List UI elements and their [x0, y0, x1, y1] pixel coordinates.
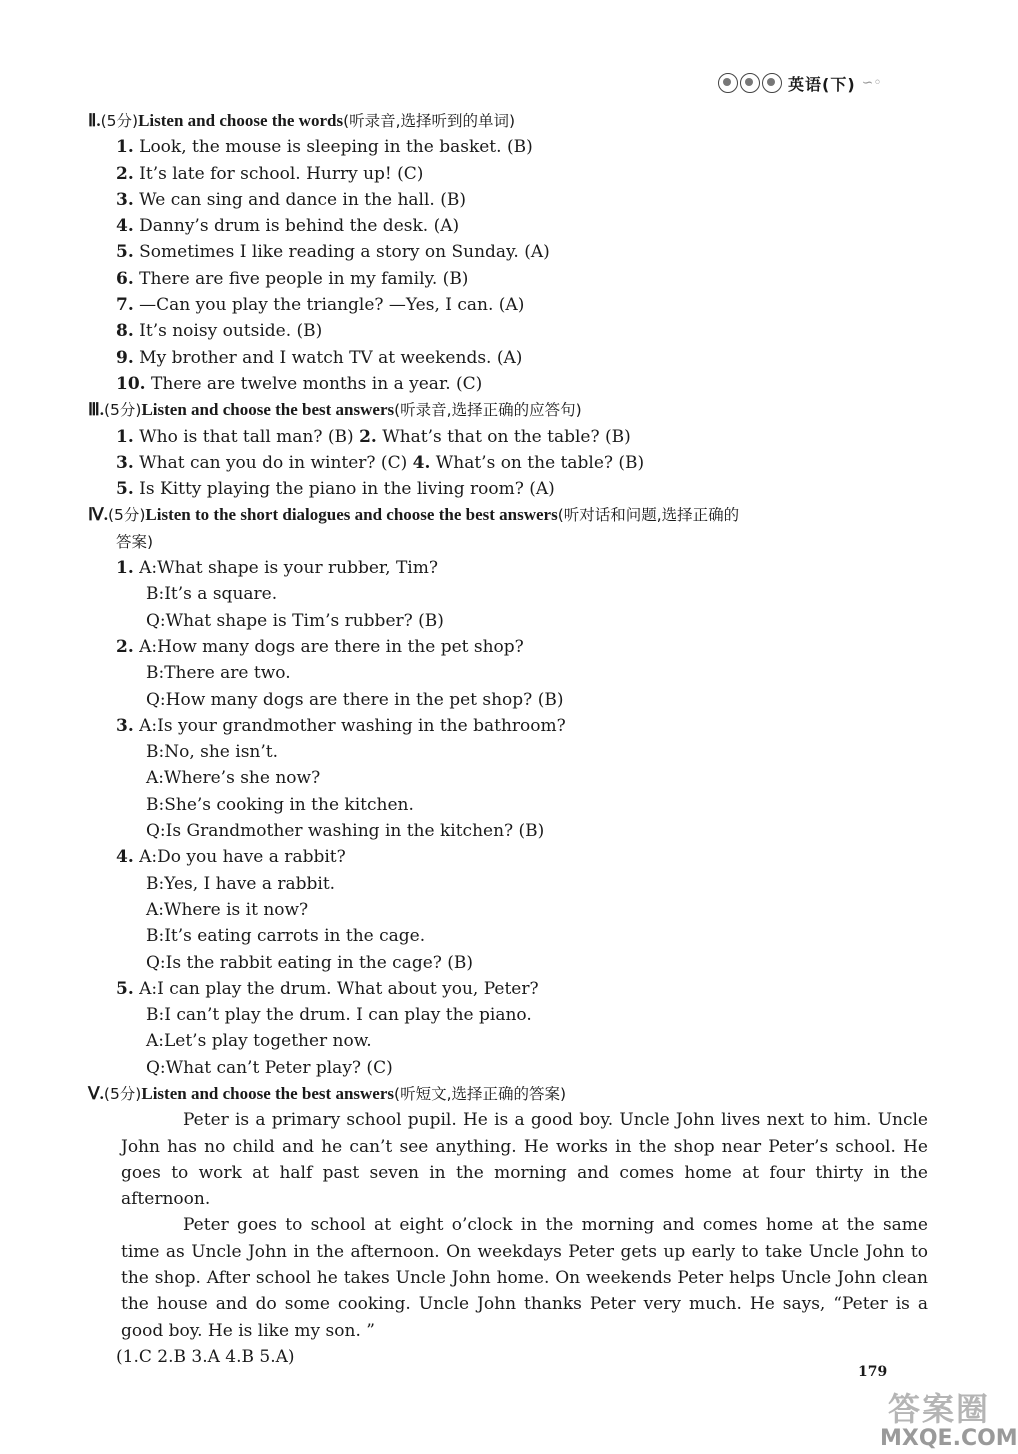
dialogue-line [88, 555, 928, 581]
item-number: 6. [116, 268, 134, 289]
item-number: 1. [116, 426, 134, 447]
dialogue-line: Q:How many dogs are there in the pet shop? (B) [146, 689, 564, 710]
dialogue-line: B:No, she isn’t. [146, 742, 279, 763]
list-item [88, 266, 928, 292]
list-item [88, 318, 928, 344]
item-text: —Can you play the triangle? —Yes, I can. (A) [139, 295, 525, 316]
dialogue-line: A:Where’s she now? [146, 768, 321, 789]
item-number: 3. [116, 189, 134, 210]
item-text: There are twelve months in a year. (C) [150, 373, 483, 394]
dialogue-line: Q:Is Grandmother washing in the kitchen? (B) [146, 821, 545, 842]
item-text: There are five people in my family. (B) [139, 268, 469, 289]
watermark-logo [878, 1378, 1018, 1454]
list-item [88, 213, 928, 239]
section-2-heading: Ⅱ.(5分)Listen and choose the words(听录音,选择听到的单词) [88, 111, 516, 130]
item-text: Danny’s drum is behind the desk. (A) [139, 216, 460, 237]
item-number: 1. [116, 558, 134, 579]
passage-paragraph-2: Peter goes to school at eight o’clock in the morning and comes home at the same time as Uncle John in the afternoon. On weekdays Peter gets up early to take Uncle John to the shop. After school he takes Uncle John home. On weekends Peter helps Uncle John clean the house and do some cooking. Uncle John thanks Peter very much. He says, “Peter is a good boy. He is like my son. ” [121, 1215, 928, 1341]
section-3-list [88, 424, 928, 503]
list-item [88, 476, 928, 502]
dialogue-line: B:There are two. [146, 663, 291, 684]
list-item [88, 450, 928, 476]
item-number: 9. [116, 347, 134, 368]
dialogue-text: A:How many dogs are there in the pet shop? [139, 636, 524, 657]
list-item [88, 371, 928, 397]
dialogue-line: B:Yes, I have a rabbit. [146, 873, 336, 894]
watermark-top-text: 答案圈 [888, 1390, 991, 1428]
item-number: 5. [116, 479, 134, 500]
watermark-bottom-text: MXQE.COM [880, 1426, 1018, 1451]
passage-paragraph-1: Peter is a primary school pupil. He is a good boy. Uncle John lives next to him. Uncle John has no child and he can’t see anything. He works in the shop near Peter’s school. He goes to work at half past seven in the morning and comes home at four thirty in the afternoon. [121, 1110, 928, 1210]
list-item [88, 292, 928, 318]
list-item [88, 187, 928, 213]
dialogue-line: Q:What can’t Peter play? (C) [146, 1057, 393, 1078]
item-number: 7. [116, 295, 134, 316]
page-header [718, 66, 882, 100]
page-number: 179 [858, 1364, 888, 1380]
dialogue-line [88, 976, 928, 1002]
dialogue-line: A:Where is it now? [146, 899, 309, 920]
item-number: 3. [116, 452, 134, 473]
dialogue-line: B:She’s cooking in the kitchen. [146, 794, 414, 815]
dialogue-text: A:What shape is your rubber, Tim? [139, 558, 438, 579]
answer-content [88, 108, 928, 1370]
item-text: Sometimes I like reading a story on Sunday. (A) [139, 242, 550, 263]
dialogue-line: Q:What shape is Tim’s rubber? (B) [146, 610, 444, 631]
item-text: It’s late for school. Hurry up! (C) [139, 163, 424, 184]
section-3-heading: Ⅲ.(5分)Listen and choose the best answers(听录音,选择正确的应答句) [88, 400, 582, 420]
item-number: 1. [116, 137, 134, 158]
list-item [88, 161, 928, 187]
item-text: We can sing and dance in the hall. (B) [139, 189, 466, 210]
section-4-list [88, 555, 928, 1081]
list-item [88, 134, 928, 160]
item-number: 2. [359, 426, 377, 447]
item-text: Who is that tall man? (B) [139, 426, 354, 447]
section-5-answers: (1.C 2.B 3.A 4.B 5.A) [116, 1346, 295, 1367]
dialogue-line: B:It’s eating carrots in the cage. [146, 926, 426, 947]
series-logo-icon [718, 73, 784, 93]
dialogue-line: Q:Is the rabbit eating in the cage? (B) [146, 952, 474, 973]
item-text: Look, the mouse is sleeping in the basket. (B) [139, 137, 533, 158]
list-item [88, 424, 928, 450]
list-item [88, 239, 928, 265]
dialogue-line: B:It’s a square. [146, 584, 278, 605]
item-number: 2. [116, 636, 134, 657]
item-number: 8. [116, 321, 134, 342]
item-text: It’s noisy outside. (B) [139, 321, 323, 342]
item-number: 4. [412, 452, 431, 473]
section-4-heading-cont: 答案) [116, 532, 154, 551]
item-number: 5. [116, 242, 134, 263]
section-5-heading: Ⅴ.(5分)Listen and choose the best answers(听短文,选择正确的答案) [88, 1083, 567, 1103]
dialogue-line [88, 713, 928, 739]
item-text: What can you do in winter? (C) [139, 452, 408, 473]
item-number: 4. [116, 216, 134, 237]
item-number: 5. [116, 978, 134, 999]
subject-title: 英语(下) [788, 74, 856, 94]
dialogue-text: A:Do you have a rabbit? [139, 847, 346, 868]
item-text: What’s that on the table? (B) [382, 426, 631, 447]
item-number: 10. [116, 373, 146, 394]
item-text: What’s on the table? (B) [435, 452, 645, 473]
dialogue-text: A:Is your grandmother washing in the bathroom? [139, 715, 566, 736]
dialogue-line: B:I can’t play the drum. I can play the piano. [146, 1005, 532, 1026]
section-4-heading: Ⅳ.(5分)Listen to the short dialogues and choose the best answers(听对话和问题,选择正确的 [88, 505, 740, 525]
item-text: Is Kitty playing the piano in the living room? (A) [139, 479, 555, 500]
dialogue-line [88, 844, 928, 870]
item-number: 2. [116, 163, 134, 184]
dialogue-text: A:I can play the drum. What about you, Peter? [139, 978, 539, 999]
dialogue-line: A:Let’s play together now. [146, 1031, 372, 1052]
item-number: 3. [116, 715, 134, 736]
item-text: My brother and I watch TV at weekends. (A) [139, 347, 523, 368]
dialogue-line [88, 634, 928, 660]
item-number: 4. [116, 847, 134, 868]
section-2-list [88, 134, 928, 397]
decoration-swirl-icon: ∽◦ [861, 75, 882, 91]
list-item [88, 345, 928, 371]
